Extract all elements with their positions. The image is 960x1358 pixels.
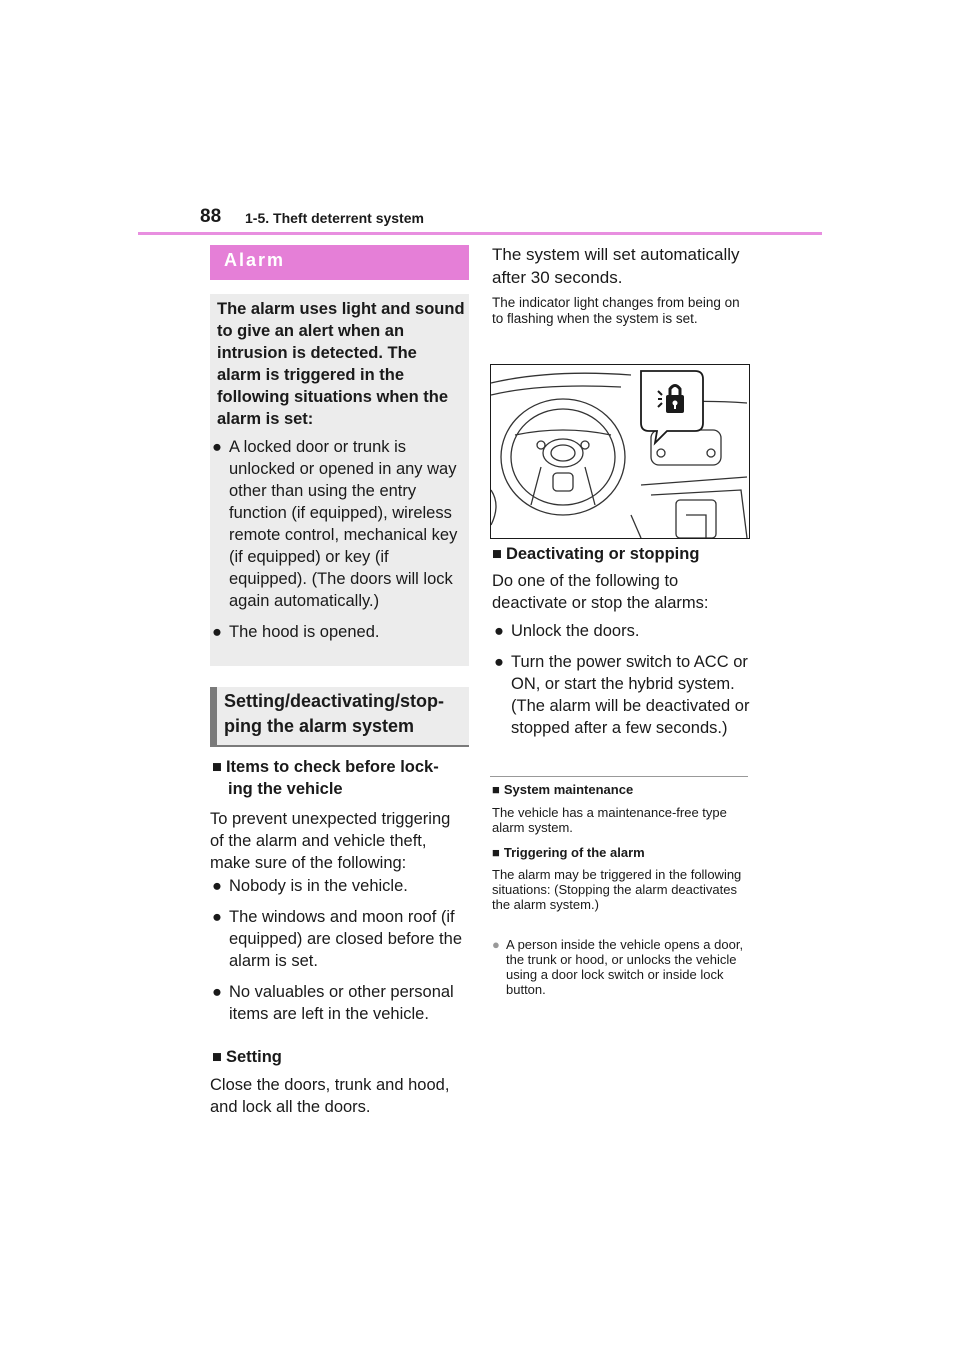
setting-heading-underline: [210, 745, 469, 747]
dashboard-illustration: [490, 364, 750, 539]
header-rule: [138, 232, 822, 235]
triggering-item: ● A person inside the vehicle opens a door, the trunk or hood, or unlocks the vehicle using a door lock switch or inside lock button.: [492, 937, 744, 997]
bullet-icon: ●: [212, 983, 222, 1001]
auto-set-text: The system will set automatically after 30 seconds.: [492, 245, 740, 287]
section-title: 1-5. Theft deterrent system: [245, 210, 424, 226]
deactivating-list: [494, 620, 750, 739]
list-item: ● The hood is opened.: [212, 623, 380, 641]
list-item: ● Unlock the doors.: [494, 622, 640, 640]
items-intro: To prevent unexpected triggering of the alarm and vehicle theft, make sure of the following:: [210, 810, 451, 872]
square-icon: ■: [492, 545, 502, 563]
setting-subheading: ■ Setting: [212, 1048, 282, 1066]
alarm-heading: Alarm: [224, 250, 286, 270]
list-item: ● A locked door or trunk is unlocked or opened in any way other than using the entry function (if equipped), wireless remote control, mechanical key (if equipped) or key (if equipped). (The doors will lock again automatically.): [212, 438, 458, 610]
triggering-heading: ■ Triggering of the alarm: [492, 845, 645, 860]
page-number: 88: [200, 206, 222, 227]
bullet-icon: ●: [212, 908, 222, 926]
setting-text: Close the doors, trunk and hood, and lock all the doors.: [210, 1076, 450, 1116]
bullet-icon: ●: [212, 438, 222, 456]
trigger-list: [212, 436, 468, 643]
deactivating-heading: ■ Deactivating or stopping: [492, 545, 700, 563]
bullet-icon: ●: [212, 877, 222, 895]
bullet-icon: ●: [494, 622, 504, 640]
list-item: ● The windows and moon roof (if equipped) are closed before the alarm is set.: [212, 908, 462, 970]
square-icon: ■: [492, 845, 500, 860]
triggering-text: The alarm may be triggered in the following situations: (Stopping the alarm deactivates the alarm system.): [492, 867, 742, 912]
square-icon: ■: [212, 758, 222, 776]
maintenance-text: The vehicle has a maintenance-free type alarm system.: [492, 805, 727, 835]
square-icon: ■: [212, 1048, 222, 1066]
steering-wheel-illustration: [491, 365, 749, 538]
deactivating-intro: Do one of the following to deactivate or stop the alarms:: [492, 572, 709, 612]
list-item: ● Nobody is in the vehicle.: [212, 877, 408, 895]
bullet-icon: ●: [494, 653, 504, 671]
bullet-icon: ●: [212, 623, 222, 641]
bullet-icon: ●: [492, 937, 500, 952]
list-item: ● No valuables or other personal items are left in the vehicle.: [212, 983, 454, 1023]
setting-heading-accent: [210, 687, 217, 745]
check-list: [212, 875, 468, 1025]
notes-divider: [490, 776, 748, 777]
list-item: ● Turn the power switch to ACC or ON, or start the hybrid system. (The alarm will be deactivated or stopped after a few seconds.): [494, 653, 750, 737]
setting-heading: Setting/deactivating/stop- ping the alarm system: [224, 691, 445, 736]
intro-text: The alarm uses light and sound to give an alert when an intrusion is detected. The alarm is triggered in the following situations when the alarm is set:: [217, 300, 465, 428]
square-icon: ■: [492, 782, 500, 797]
maintenance-heading: ■ System maintenance: [492, 782, 634, 797]
items-heading: ■ Items to check before lock- ing the vehicle: [212, 758, 439, 798]
indicator-note: The indicator light changes from being on to flashing when the system is set.: [492, 295, 740, 326]
